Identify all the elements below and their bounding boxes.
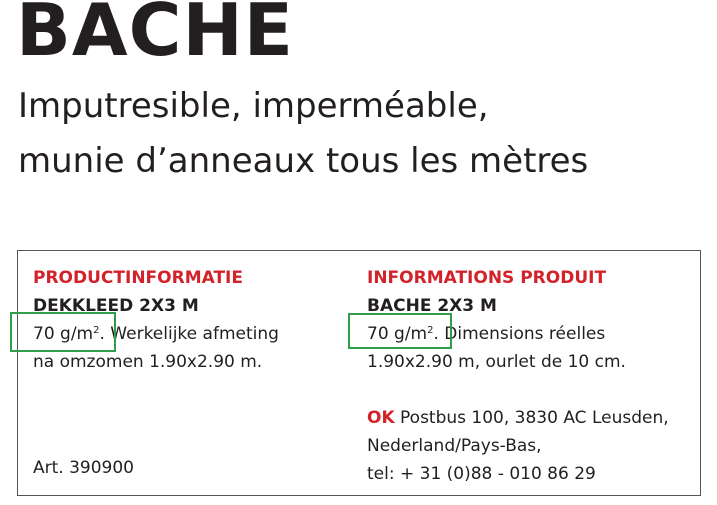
product-info-box (17, 250, 701, 496)
french-heading: INFORMATIONS PRODUIT (367, 268, 607, 288)
dutch-dimension-line: na omzomen 1.90x2.90 m. (33, 352, 263, 372)
address-line-2: Nederland/Pays-Bas, (367, 436, 542, 456)
subtitle-line-1: Imputresible, imperméable, (18, 86, 489, 126)
column-spacer (367, 376, 669, 404)
ok-brand-logo: OK (367, 408, 395, 428)
french-info-column (367, 264, 669, 488)
article-number: Art. 390900 (33, 458, 134, 478)
weight-highlight-box-left (10, 312, 116, 352)
subtitle-line-2: munie d’anneaux tous les mètres (18, 141, 589, 181)
french-product-name: BACHE 2X3 M (367, 296, 497, 316)
dutch-heading: PRODUCTINFORMATIE (33, 268, 243, 288)
dutch-weight-value: 70 g/m (33, 324, 94, 344)
french-dimension-text: . Dimensions réelles (433, 324, 606, 344)
address-line-1 (367, 404, 669, 432)
weight-highlight-box-right (348, 313, 452, 349)
dutch-dimension-text: . Werkelijke afmeting (99, 324, 279, 344)
french-weight-value: 70 g/m (367, 324, 428, 344)
product-title: BACHE (16, 0, 294, 72)
french-dimension-line: 1.90x2.90 m, ourlet de 10 cm. (367, 352, 626, 372)
address-street: Postbus 100, 3830 AC Leusden, (394, 408, 669, 428)
dutch-product-name: DEKKLEED 2X3 M (33, 296, 199, 316)
french-weight-exponent: 2 (427, 325, 434, 336)
telephone-line: tel: + 31 (0)88 - 010 86 29 (367, 464, 596, 484)
dutch-weight-exponent: 2 (93, 325, 100, 336)
